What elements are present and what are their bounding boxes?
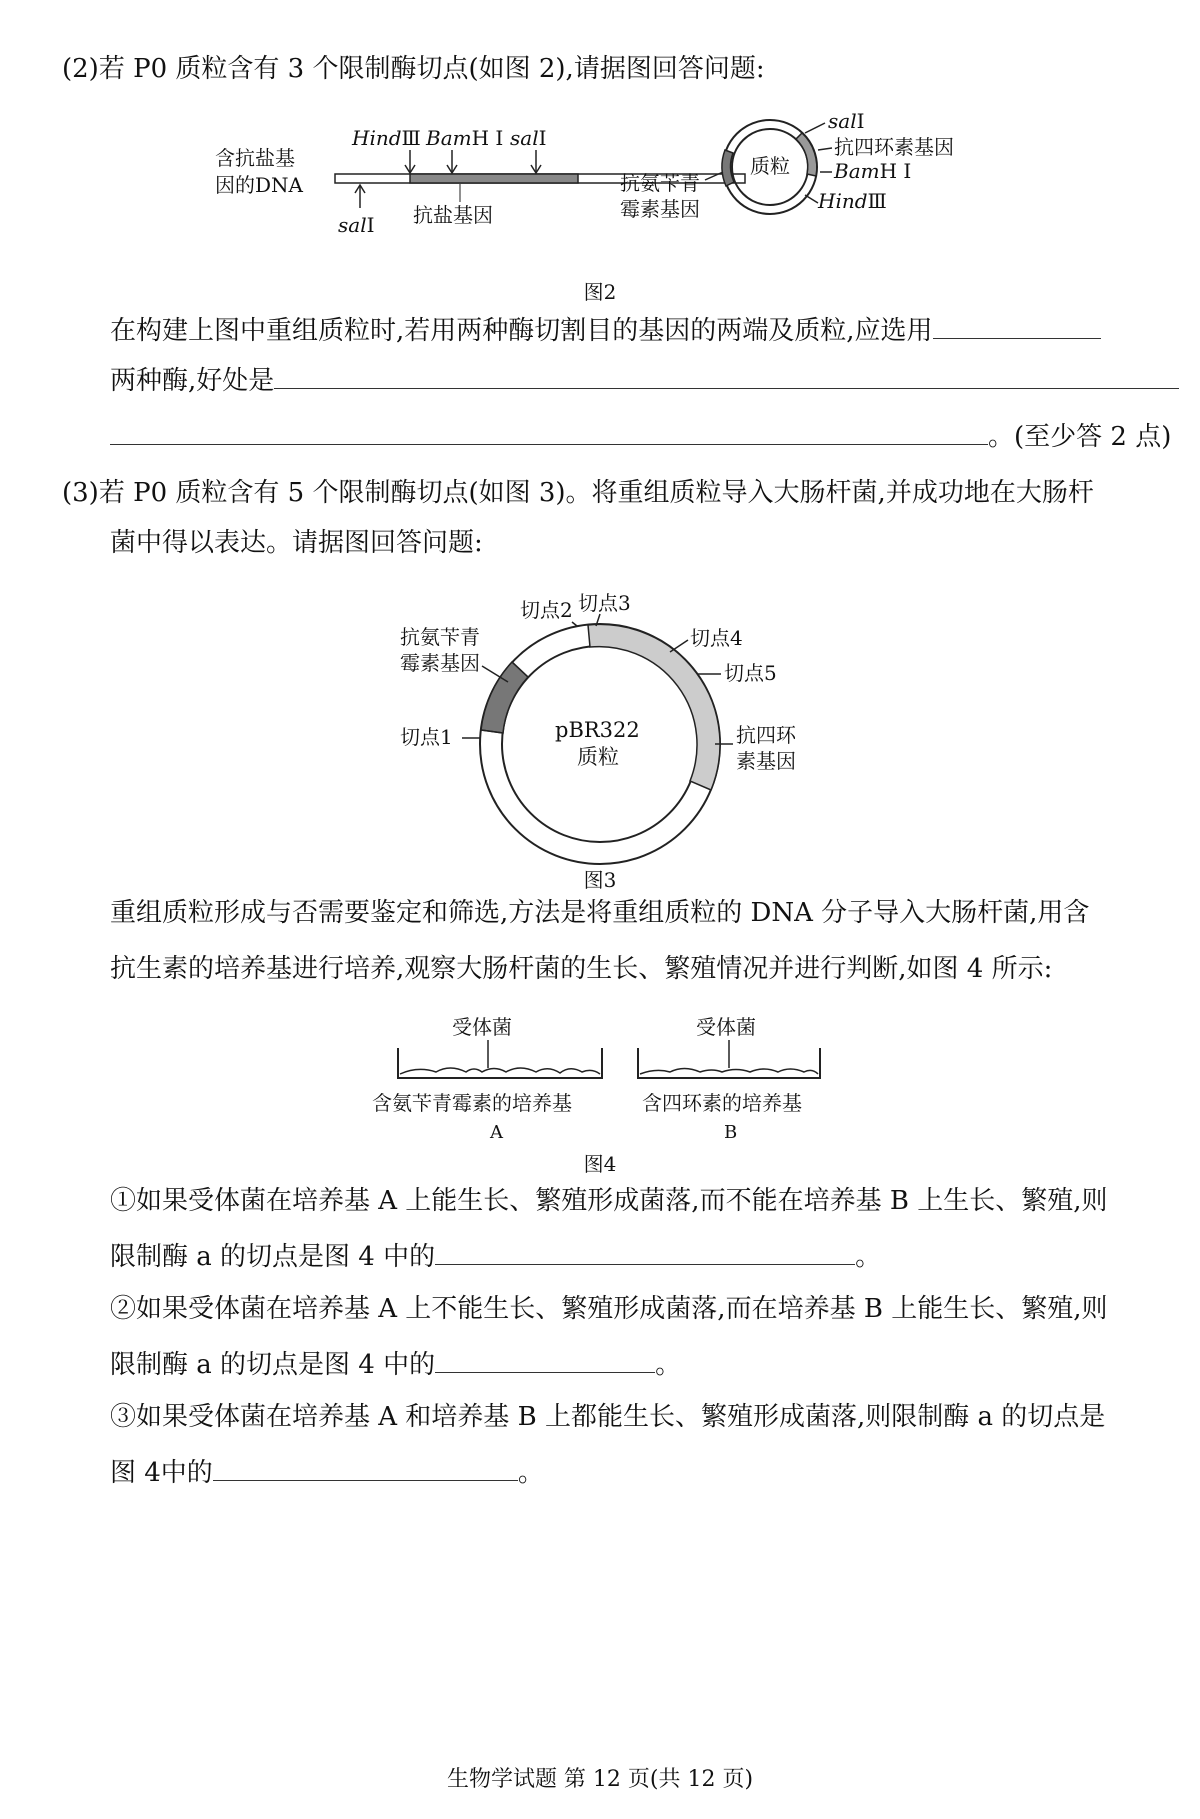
answer-blank-case2[interactable] — [435, 1346, 655, 1373]
pbr322-tet-label-2: 素基因 — [736, 749, 796, 773]
site-1-label: 切点1 — [400, 725, 453, 749]
plasmid-tet-label: 抗四环素基因 — [834, 135, 954, 159]
hindiii-label: HindⅢ — [352, 126, 421, 150]
answer-blank-case1[interactable] — [435, 1238, 855, 1265]
medium-b-label: 含四环素的培养基 — [642, 1091, 802, 1115]
q3-stem-1: (3)若 P0 质粒含有 5 个限制酶切点(如图 3)。将重组质粒导入大肠杆菌,并成功地在大肠杆 — [62, 478, 1094, 508]
answer-blank-case3[interactable] — [213, 1454, 518, 1481]
sali-top-label: salⅠ — [510, 126, 547, 150]
dish-a — [398, 1048, 602, 1078]
site-3-label: 切点3 — [578, 592, 631, 615]
q3-para-2: 抗生素的培养基进行培养,观察大肠杆菌的生长、繁殖情况并进行判断,如图 4 所示: — [110, 954, 1053, 984]
plasmid-sali-label: salⅠ — [828, 110, 865, 133]
answer-blank-benefit-2[interactable] — [110, 418, 988, 445]
q2-line2: 两种酶,好处是 — [110, 362, 1179, 398]
answer-blank-enzymes[interactable] — [933, 312, 1101, 339]
site-2-label: 切点2 — [520, 598, 573, 622]
dish-a-colonies — [400, 1068, 600, 1074]
salt-gene-label: 抗盐基因 — [413, 203, 493, 227]
q3-case3-line1: ③如果受体菌在培养基 A 和培养基 B 上都能生长、繁殖形成菌落,则限制酶 a 的切点是 — [110, 1402, 1106, 1432]
plasmid-amp-label-1: 抗氨苄青 — [620, 171, 700, 195]
dish-a-letter: A — [490, 1122, 503, 1143]
q3-case1-line2: 限制酶 a 的切点是图 4 中的 。 — [110, 1238, 881, 1274]
pbr322-amp-label-1: 抗氨苄青 — [400, 625, 480, 649]
page-footer: 生物学试题 第 12 页(共 12 页) — [446, 1767, 754, 1792]
plasmid-amp-label-2: 霉素基因 — [620, 197, 700, 221]
q3-case1-line1: ①如果受体菌在培养基 A 上能生长、繁殖形成菌落,而不能在培养基 B 上生长、繁殖,则 — [110, 1186, 1108, 1216]
dna-label-line2: 因的DNA — [215, 173, 303, 197]
q3-stem-2: 菌中得以表达。请据图回答问题: — [110, 528, 483, 558]
sali-bottom-label: salⅠ — [338, 213, 375, 237]
dish-b-letter: B — [724, 1122, 738, 1143]
pbr322-tet-label-1: 抗四环 — [736, 723, 796, 747]
plasmid-bamhi-label: BamH Ⅰ — [834, 159, 912, 183]
plasmid-label: 质粒 — [750, 154, 790, 178]
pbr322-center-label-2: 质粒 — [577, 745, 619, 769]
site-4-label: 切点4 — [690, 626, 743, 650]
q2-line3: 。(至少答 2 点) — [110, 418, 1171, 454]
q2-line1: 在构建上图中重组质粒时,若用两种酶切割目的基因的两端及质粒,应选用 — [110, 312, 1101, 348]
pbr322-amp-label-2: 霉素基因 — [400, 651, 480, 675]
plasmid-hindiii-label: HindⅢ — [818, 189, 887, 213]
bamhi-label: BamH Ⅰ — [426, 126, 504, 150]
medium-a-label: 含氨苄青霉素的培养基 — [372, 1091, 572, 1115]
figure-3 — [400, 592, 840, 882]
q3-para-1: 重组质粒形成与否需要鉴定和筛选,方法是将重组质粒的 DNA 分子导入大肠杆菌,用含 — [110, 898, 1090, 928]
dish-b-colonies — [640, 1069, 818, 1075]
plasmid-tet-segment — [796, 133, 817, 176]
receptor-a-label: 受体菌 — [452, 1015, 512, 1039]
answer-blank-benefit-1[interactable] — [274, 362, 1179, 389]
salt-resistance-gene — [410, 174, 578, 183]
q3-case3-line2: 图 4中的 。 — [110, 1454, 544, 1490]
q3-case2-line2: 限制酶 a 的切点是图 4 中的 。 — [110, 1346, 681, 1382]
pbr322-amp-segment — [481, 662, 528, 733]
site-5-label: 切点5 — [724, 661, 777, 685]
dna-label-line1: 含抗盐基 — [215, 146, 295, 170]
figure-2 — [170, 110, 1030, 290]
pbr322-center-label-1: pBR322 — [555, 718, 640, 742]
figure-2-caption: 图2 — [583, 280, 617, 304]
figure-4-caption: 图4 — [583, 1152, 617, 1176]
q3-case2-line1: ②如果受体菌在培养基 A 上不能生长、繁殖形成菌落,而在培养基 B 上能生长、繁殖,则 — [110, 1294, 1108, 1324]
figure-4 — [370, 1010, 850, 1160]
receptor-b-label: 受体菌 — [696, 1015, 756, 1039]
figure-3-caption: 图3 — [583, 868, 617, 892]
q2-stem: (2)若 P0 质粒含有 3 个限制酶切点(如图 2),请据图回答问题: — [62, 54, 765, 84]
